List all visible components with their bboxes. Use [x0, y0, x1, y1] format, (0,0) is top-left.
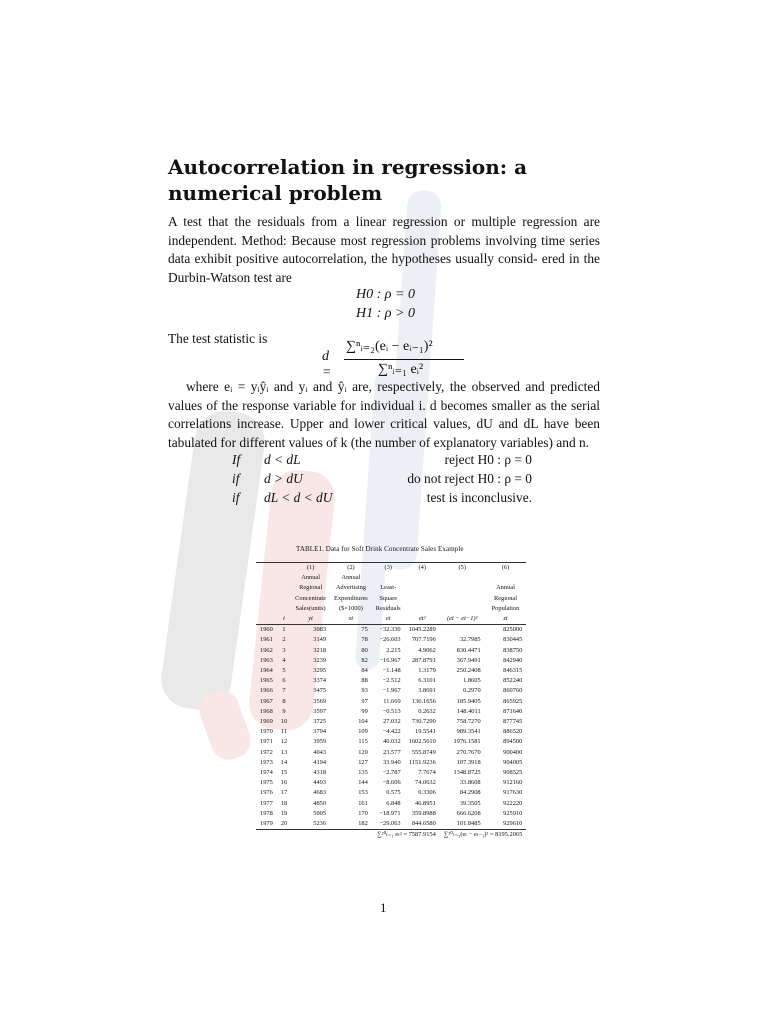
table-header-row	[256, 614, 526, 625]
table-cell: 555.8749	[411, 748, 436, 756]
table-row	[256, 737, 526, 747]
table-cell: 7.7674	[418, 769, 436, 777]
table-header-row	[256, 604, 526, 614]
table-cell: 161	[358, 799, 368, 807]
table-cell: 16	[280, 779, 288, 787]
table-row	[256, 686, 526, 696]
table-cell: 127	[358, 758, 368, 766]
table-cell: −1.148	[382, 667, 401, 675]
header-cell	[277, 604, 291, 614]
table-cell: 27.032	[383, 718, 401, 726]
rule-keyword: if	[232, 471, 240, 486]
table-cell: 2	[282, 636, 286, 644]
header-cell	[405, 594, 440, 604]
header-cell	[440, 573, 485, 583]
table-cell: −18.971	[379, 809, 401, 817]
table-cell: 1962	[260, 646, 273, 654]
table-cell: 1602.5610	[408, 738, 436, 746]
header-cell	[256, 563, 277, 574]
table-cell: 0.2970	[463, 687, 481, 695]
table-cell: 3	[282, 646, 286, 654]
rule-result: reject H0 : ρ = 0	[444, 452, 532, 467]
header-cell: (1)	[291, 563, 330, 574]
decision-rules	[232, 452, 532, 509]
table-cell: 93	[361, 687, 368, 695]
null-hypothesis: H0 : ρ = 0	[356, 287, 415, 302]
table-cell: 3374	[313, 677, 327, 685]
table-cell: 1151.9236	[408, 758, 436, 766]
table-cell: 5236	[313, 820, 327, 828]
table-caption: TABLE1. Data for Soft Drink Concentrate Sales Example	[296, 545, 464, 553]
table-cell: 135	[358, 769, 368, 777]
table-cell: 80	[361, 646, 368, 654]
table-cell: 3794	[313, 728, 327, 736]
header-cell: Annual	[496, 584, 515, 592]
table-cell: 40.032	[383, 738, 401, 746]
table-cell: −0.513	[382, 707, 401, 715]
table-row	[256, 768, 526, 778]
table-cell: 46.8951	[415, 799, 436, 807]
header-cell	[277, 594, 291, 604]
header-cell: et	[385, 615, 391, 623]
table-cell: 107.3918	[456, 758, 481, 766]
table-cell: 908525	[503, 769, 523, 777]
table-cell: 97	[361, 697, 368, 705]
table-cell: 846315	[503, 667, 523, 675]
table-row	[256, 666, 526, 676]
table-cell: 250.2408	[456, 667, 481, 675]
table-cell: 929610	[503, 820, 523, 828]
table-cell: 14	[280, 758, 288, 766]
header-cell: Concentrate	[295, 594, 327, 602]
table-cell: 838750	[503, 646, 523, 654]
header-cell: (2)	[330, 563, 372, 574]
table-cell: −4.422	[382, 728, 401, 736]
table-row	[256, 717, 526, 727]
table-cell: 758.7270	[456, 718, 481, 726]
table-cell: 4043	[313, 748, 327, 756]
table-cell: 5	[282, 667, 286, 675]
table-cell: 3725	[313, 718, 327, 726]
table-cell: 3295	[313, 667, 327, 675]
table-cell: 1976.1581	[453, 738, 481, 746]
table-cell: 1976	[260, 789, 273, 797]
table-cell: 109	[358, 728, 368, 736]
table-cell: 1974	[260, 769, 273, 777]
rule-condition: d > dU	[264, 471, 303, 486]
table-row	[256, 809, 526, 819]
table-cell: 842940	[503, 656, 523, 664]
header-cell: (3)	[372, 563, 405, 574]
table-cell: 6	[282, 677, 286, 685]
table-cell: 1348.8725	[453, 769, 481, 777]
table-cell: 1965	[260, 677, 273, 685]
stat-intro: The test statistic is	[168, 331, 268, 346]
table-row	[256, 778, 526, 788]
table-cell: 707.7196	[411, 636, 436, 644]
table-row	[256, 676, 526, 686]
table-cell: 270.7670	[456, 748, 481, 756]
table-cell: 82	[361, 656, 368, 664]
table-cell: 4318	[313, 769, 327, 777]
header-cell: Residuals	[375, 604, 401, 612]
table-cell: 19	[280, 809, 288, 817]
table-cell: 12	[280, 738, 288, 746]
header-cell: et²	[418, 615, 426, 623]
table-cell: 830445	[503, 636, 523, 644]
table-cell: 39.3505	[459, 799, 481, 807]
table-cell: 32.7985	[459, 636, 481, 644]
table-cell: 78	[361, 636, 368, 644]
table-cell: 917630	[503, 789, 523, 797]
table-cell: 3218	[313, 646, 327, 654]
header-cell	[277, 563, 291, 574]
table-cell: 4.9062	[418, 646, 436, 654]
header-cell: ($×1000)	[338, 604, 363, 612]
table-cell: 20	[280, 820, 288, 828]
table-header-row	[256, 563, 526, 574]
table-cell: 120	[358, 748, 368, 756]
table-cell: 825000	[485, 625, 527, 636]
rule-row	[232, 452, 532, 471]
header-cell: (4)	[405, 563, 440, 574]
formula-denominator: ∑ⁿᵢ₌₁ eᵢ²	[378, 362, 424, 377]
data-table	[256, 562, 526, 840]
table-cell: 1979	[260, 820, 273, 828]
header-cell: Least-	[380, 584, 397, 592]
table-cell: 182	[358, 820, 368, 828]
intro-paragraph: A test that the residuals from a linear regression or multiple regression are independent. Method: Because most regression problems involving time series data exhibit positive autocorrelation, the hypotheses usually consid- ered in the Durbin-Watson test are	[168, 214, 600, 285]
header-cell: Advertising	[335, 584, 366, 592]
table-cell: 2.215	[386, 646, 401, 654]
table-row	[256, 788, 526, 798]
table-cell: 989.3541	[456, 728, 481, 736]
table-row	[256, 656, 526, 666]
table-row	[256, 635, 526, 645]
table-cell: 4493	[313, 779, 327, 787]
table-row	[256, 799, 526, 809]
table-cell: 17	[280, 789, 288, 797]
header-cell	[405, 573, 440, 583]
header-cell	[277, 573, 291, 583]
table-cell: 730.7290	[411, 718, 436, 726]
table-cell: −8.606	[382, 779, 401, 787]
table-cell: 6.3101	[418, 677, 436, 685]
table-cell: 19.5541	[415, 728, 436, 736]
table-cell: 1975	[260, 779, 273, 787]
table-cell: 359.8988	[411, 809, 436, 817]
table-cell: 75	[330, 625, 372, 636]
table-cell: 287.8791	[411, 656, 436, 664]
table-cell: 170	[358, 809, 368, 817]
header-cell	[405, 583, 440, 593]
table-cell: 844.6580	[411, 820, 436, 828]
table-cell: 904005	[503, 758, 523, 766]
table-cell: 4850	[313, 799, 327, 807]
sum-e2: ∑²⁰ₜ₌₁ eₜ² = 7587.9154	[372, 830, 440, 841]
header-cell	[277, 583, 291, 593]
table-cell: 11	[280, 728, 288, 736]
header-cell: Square	[379, 594, 398, 602]
table-cell: 1961	[260, 636, 273, 644]
table-cell: 1973	[260, 758, 273, 766]
table-cell: −32.330	[372, 625, 405, 636]
table-cell: 185.9405	[456, 697, 481, 705]
table-row	[256, 758, 526, 768]
table-cell: 925910	[503, 809, 523, 817]
table-cell: −1.967	[382, 687, 401, 695]
table-cell: 3959	[313, 738, 327, 746]
table-cell	[440, 625, 485, 636]
table-cell: 148.4011	[456, 707, 481, 715]
table-cell: 1977	[260, 799, 273, 807]
sum-diff: ∑²⁰ₜ₌₂(eₜ − eₜ₋₁)² = 8195.2065	[440, 830, 527, 841]
table-cell: 1966	[260, 687, 273, 695]
table-row	[256, 727, 526, 737]
table-row	[256, 748, 526, 758]
table-cell: 33.8608	[459, 779, 481, 787]
alt-hypothesis: H1 : ρ > 0	[356, 306, 415, 321]
table-cell: 13	[280, 748, 288, 756]
table-cell: 153	[358, 789, 368, 797]
table-cell: 877745	[503, 718, 523, 726]
table-cell: 0.575	[386, 789, 401, 797]
table-cell: −16.967	[379, 656, 401, 664]
rule-row	[232, 471, 532, 490]
table-row	[256, 697, 526, 707]
table-cell: 922220	[503, 799, 523, 807]
table-cell: 1.3179	[418, 667, 436, 675]
table-cell: 894500	[503, 738, 523, 746]
table-cell: 1960	[256, 625, 277, 636]
rule-condition: d < dL	[264, 452, 301, 467]
rule-condition: dL < d < dU	[264, 490, 333, 505]
table-cell: 1967	[260, 697, 273, 705]
table-cell: 6.848	[386, 799, 401, 807]
table-cell: 11.669	[383, 697, 401, 705]
header-cell: zt	[503, 615, 508, 623]
header-cell	[372, 573, 405, 583]
table-cell: 84.2908	[459, 789, 481, 797]
table-cell: 10	[280, 718, 288, 726]
header-cell	[440, 604, 485, 614]
rule-row	[232, 490, 532, 509]
header-cell	[256, 573, 277, 583]
table-cell: 3083	[291, 625, 330, 636]
table-cell: 1971	[260, 738, 273, 746]
table-cell: 3149	[313, 636, 327, 644]
table-cell: −29.063	[379, 820, 401, 828]
table-cell: 23.577	[383, 748, 401, 756]
table-row	[256, 625, 526, 636]
table-cell: 33.940	[383, 758, 401, 766]
table-cell: −2.787	[382, 769, 401, 777]
table-cell: 101.8485	[456, 820, 481, 828]
table-cell: 8	[282, 697, 286, 705]
header-cell: Population	[491, 604, 520, 612]
header-cell	[256, 614, 277, 625]
rule-keyword: If	[232, 452, 241, 467]
table-cell: 912160	[503, 779, 523, 787]
header-cell: t	[283, 615, 285, 623]
table-cell: 7	[282, 687, 286, 695]
header-cell	[440, 594, 485, 604]
table-cell: 84	[361, 667, 368, 675]
table-cell: 1972	[260, 748, 273, 756]
table-cell: 1968	[260, 707, 273, 715]
table-cell: 99	[361, 707, 368, 715]
header-cell: Expenditures	[334, 594, 368, 602]
header-cell: Annual	[341, 574, 361, 582]
table-cell: 1	[277, 625, 291, 636]
table-cell: 1045.2289	[405, 625, 440, 636]
table-sum-row	[256, 830, 526, 841]
table-cell: 3475	[313, 687, 327, 695]
page-number: 1	[380, 900, 387, 915]
header-cell: Regional	[299, 584, 323, 592]
header-cell	[440, 583, 485, 593]
table-cell: 3239	[313, 656, 327, 664]
table-header-row	[256, 573, 526, 583]
table-row	[256, 646, 526, 656]
table-cell: 865925	[503, 697, 523, 705]
where-paragraph: where eᵢ = yᵢŷᵢ and yᵢ and ŷᵢ are, respectively, the observed and predicted values of the response variable for individual i. d becomes smaller as the serial correlations increase. Upper and lower critical values, dU and dL have been tabulated for different values of k (the number of explanatory variables) and n.	[168, 379, 600, 450]
table-cell: −2.512	[382, 677, 401, 685]
table-row	[256, 707, 526, 717]
table-cell: 666.6208	[456, 809, 481, 817]
table-cell: 1969	[260, 718, 273, 726]
table-cell: 0.3306	[418, 789, 436, 797]
table-header-row	[256, 583, 526, 593]
table-cell: 3.8691	[418, 687, 436, 695]
table-cell: 3597	[313, 707, 327, 715]
table-cell: 104	[358, 718, 368, 726]
table-cell: 88	[361, 677, 368, 685]
table-cell: 3569	[313, 697, 327, 705]
table-cell: 886520	[503, 728, 523, 736]
table-cell: 1970	[260, 728, 273, 736]
table-cell: 900400	[503, 748, 523, 756]
table-cell: 830.4471	[456, 646, 481, 654]
table-cell: 5005	[313, 809, 327, 817]
header-cell	[485, 573, 527, 583]
table-cell: −26.603	[379, 636, 401, 644]
table-cell: 1963	[260, 656, 273, 664]
header-cell: Regional	[493, 594, 518, 602]
header-cell: (6)	[485, 563, 527, 574]
header-cell: (et − et−1)²	[447, 615, 478, 623]
table-cell: 9	[282, 707, 286, 715]
rule-keyword: if	[232, 490, 240, 505]
table-cell: 1978	[260, 809, 273, 817]
table-header-row	[256, 594, 526, 604]
table-cell: 860760	[503, 687, 523, 695]
table-cell: 115	[358, 738, 368, 746]
header-cell	[405, 604, 440, 614]
formula-lhs: d =	[322, 349, 332, 380]
table-cell: 18	[280, 799, 288, 807]
rule-result: do not reject H0 : ρ = 0	[407, 471, 532, 486]
table-cell: 0.2632	[418, 707, 436, 715]
header-cell	[256, 594, 277, 604]
header-cell	[256, 583, 277, 593]
header-cell: Annual	[301, 574, 321, 582]
header-cell: Sales(units)	[295, 604, 326, 612]
table-cell: 367.9491	[456, 656, 481, 664]
formula-numerator: ∑ⁿᵢ₌₂(eᵢ − eᵢ₋₁)²	[346, 339, 433, 354]
table-cell: 852240	[503, 677, 523, 685]
header-cell: (5)	[440, 563, 485, 574]
table-cell: 4194	[313, 758, 327, 766]
table-cell: 1964	[260, 667, 273, 675]
table-row	[256, 819, 526, 830]
table-cell: 4	[282, 656, 286, 664]
header-cell: yt	[308, 615, 313, 623]
table-cell: 144	[358, 779, 368, 787]
table-cell: 871640	[503, 707, 523, 715]
table-cell: 15	[280, 769, 288, 777]
fraction-bar	[344, 359, 464, 360]
header-cell: xt	[348, 615, 354, 623]
table-cell: 1.8605	[463, 677, 481, 685]
table-cell: 136.1656	[411, 697, 436, 705]
rule-result: test is inconclusive.	[426, 490, 532, 505]
table-cell: 74.0632	[415, 779, 436, 787]
header-cell	[256, 604, 277, 614]
table-cell: 4683	[313, 789, 327, 797]
page-title: Autocorrelation in regression: a numerical problem	[168, 155, 528, 205]
